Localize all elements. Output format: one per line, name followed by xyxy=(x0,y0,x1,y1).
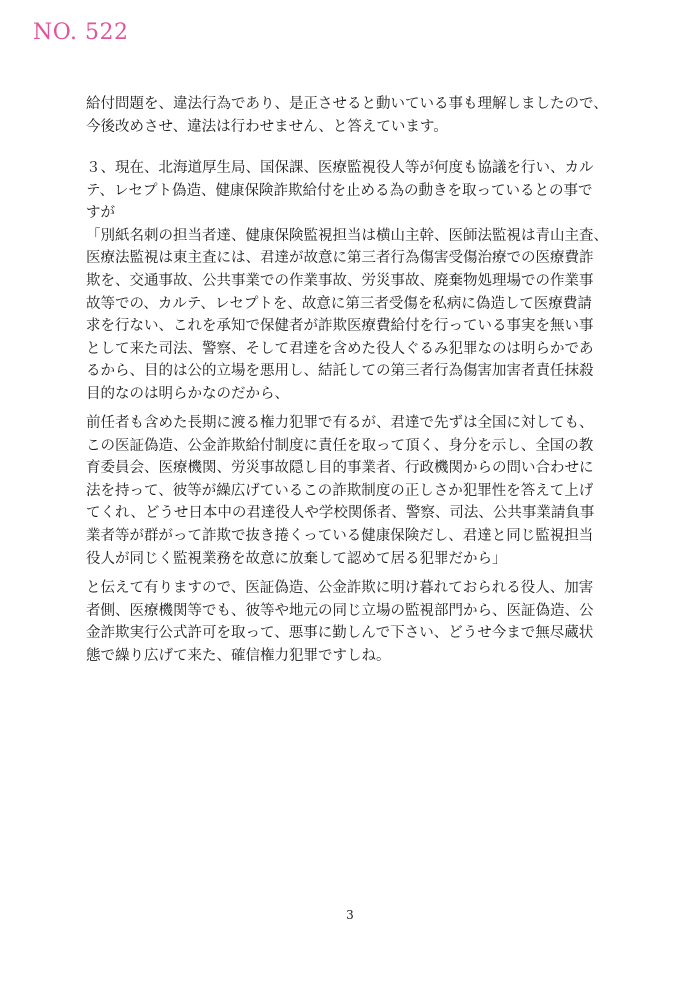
text-line: 業者等が群がって詐欺で抜き捲くっている健康保険だし、君達と同じ監視担当 xyxy=(86,527,594,544)
text-line: てくれ、どうせ日本中の君達役人や学校関係者、警察、司法、公共事業請負事 xyxy=(86,505,595,522)
text-line: 今後改めさせ、違法は行わせません、と答えています。 xyxy=(86,118,448,135)
text-line: 前任者も含めた長期に渡る権力犯罪で有るが、君達で先ずは全国に対しても、 xyxy=(86,415,594,431)
text-line: 役人が同じく監視業務を故意に放棄して認めて居る犯罪だから」 xyxy=(86,550,507,567)
paragraph xyxy=(86,157,646,406)
paragraph xyxy=(86,93,646,138)
text-line: ３、現在、北海道厚生局、国保課、医療監視役人等が何度も協議を行い、カル xyxy=(86,160,594,176)
paragraph xyxy=(86,577,646,667)
text-line: 者側、医療機関等でも、彼等や地元の同じ立場の監視部門から、医証偽造、公 xyxy=(86,602,594,619)
text-line: るから、目的は公的立場を悪用し、結託しての第三者行為傷害加害者責任抹殺 xyxy=(86,363,594,380)
text-line: 金詐欺実行公式許可を取って、悪事に勤しんで下さい、どうせ今まで無尽蔵状 xyxy=(86,625,594,642)
text-line: 医療法監視は東主査には、君達が故意に第三者行為傷害受傷治療での医療費詐 xyxy=(86,250,594,267)
paragraph xyxy=(86,412,646,570)
text-line: 態で繰り広げて来た、確信権力犯罪ですしね。 xyxy=(86,647,391,664)
text-line: 「別紙名刺の担当者達、健康保険監視担当は横山主幹、医師法監視は青山主査、 xyxy=(86,227,608,244)
text-line: として来た司法、警察、そして君達を含めた役人ぐるみ犯罪なのは明らかであ xyxy=(86,340,594,357)
text-line: この医証偽造、公金詐欺給付制度に責任を取って頂く、身分を示し、全国の教 xyxy=(86,437,594,454)
document-number: NO. 522 xyxy=(33,20,129,45)
text-line: 故等での、カルテ、レセプトを、故意に第三者受傷を私病に偽造して医療費請 xyxy=(86,295,592,312)
text-line: 育委員会、医療機関、労災事故隠し目的事業者、行政機関からの問い合わせに xyxy=(86,460,594,477)
text-line: 法を持って、彼等が繰広げているこの詐欺制度の正しさか犯罪性を答えて上げ xyxy=(86,482,594,499)
text-line: と伝えて有りますので、医証偽造、公金詐欺に明け暮れておられる役人、加害 xyxy=(86,580,594,596)
text-line: 欺を、交通事故、公共事業での作業事故、労災事故、廃棄物処理場での作業事 xyxy=(86,272,594,289)
text-line: すが xyxy=(86,205,115,222)
page-number: 3 xyxy=(346,908,354,922)
text-line: 給付問題を、違法行為であり、是正させると動いている事も理解しましたので、 xyxy=(86,96,608,112)
text-line: 求を行ない、これを承知で保健者が詐欺医療費給付を行っている事実を無い事 xyxy=(86,318,594,335)
text-line: 目的なのは明らかなのだから、 xyxy=(86,385,289,402)
text-line: テ、レセプト偽造、健康保険詐欺給付を止める為の動きを取っているとの事で xyxy=(86,182,593,199)
